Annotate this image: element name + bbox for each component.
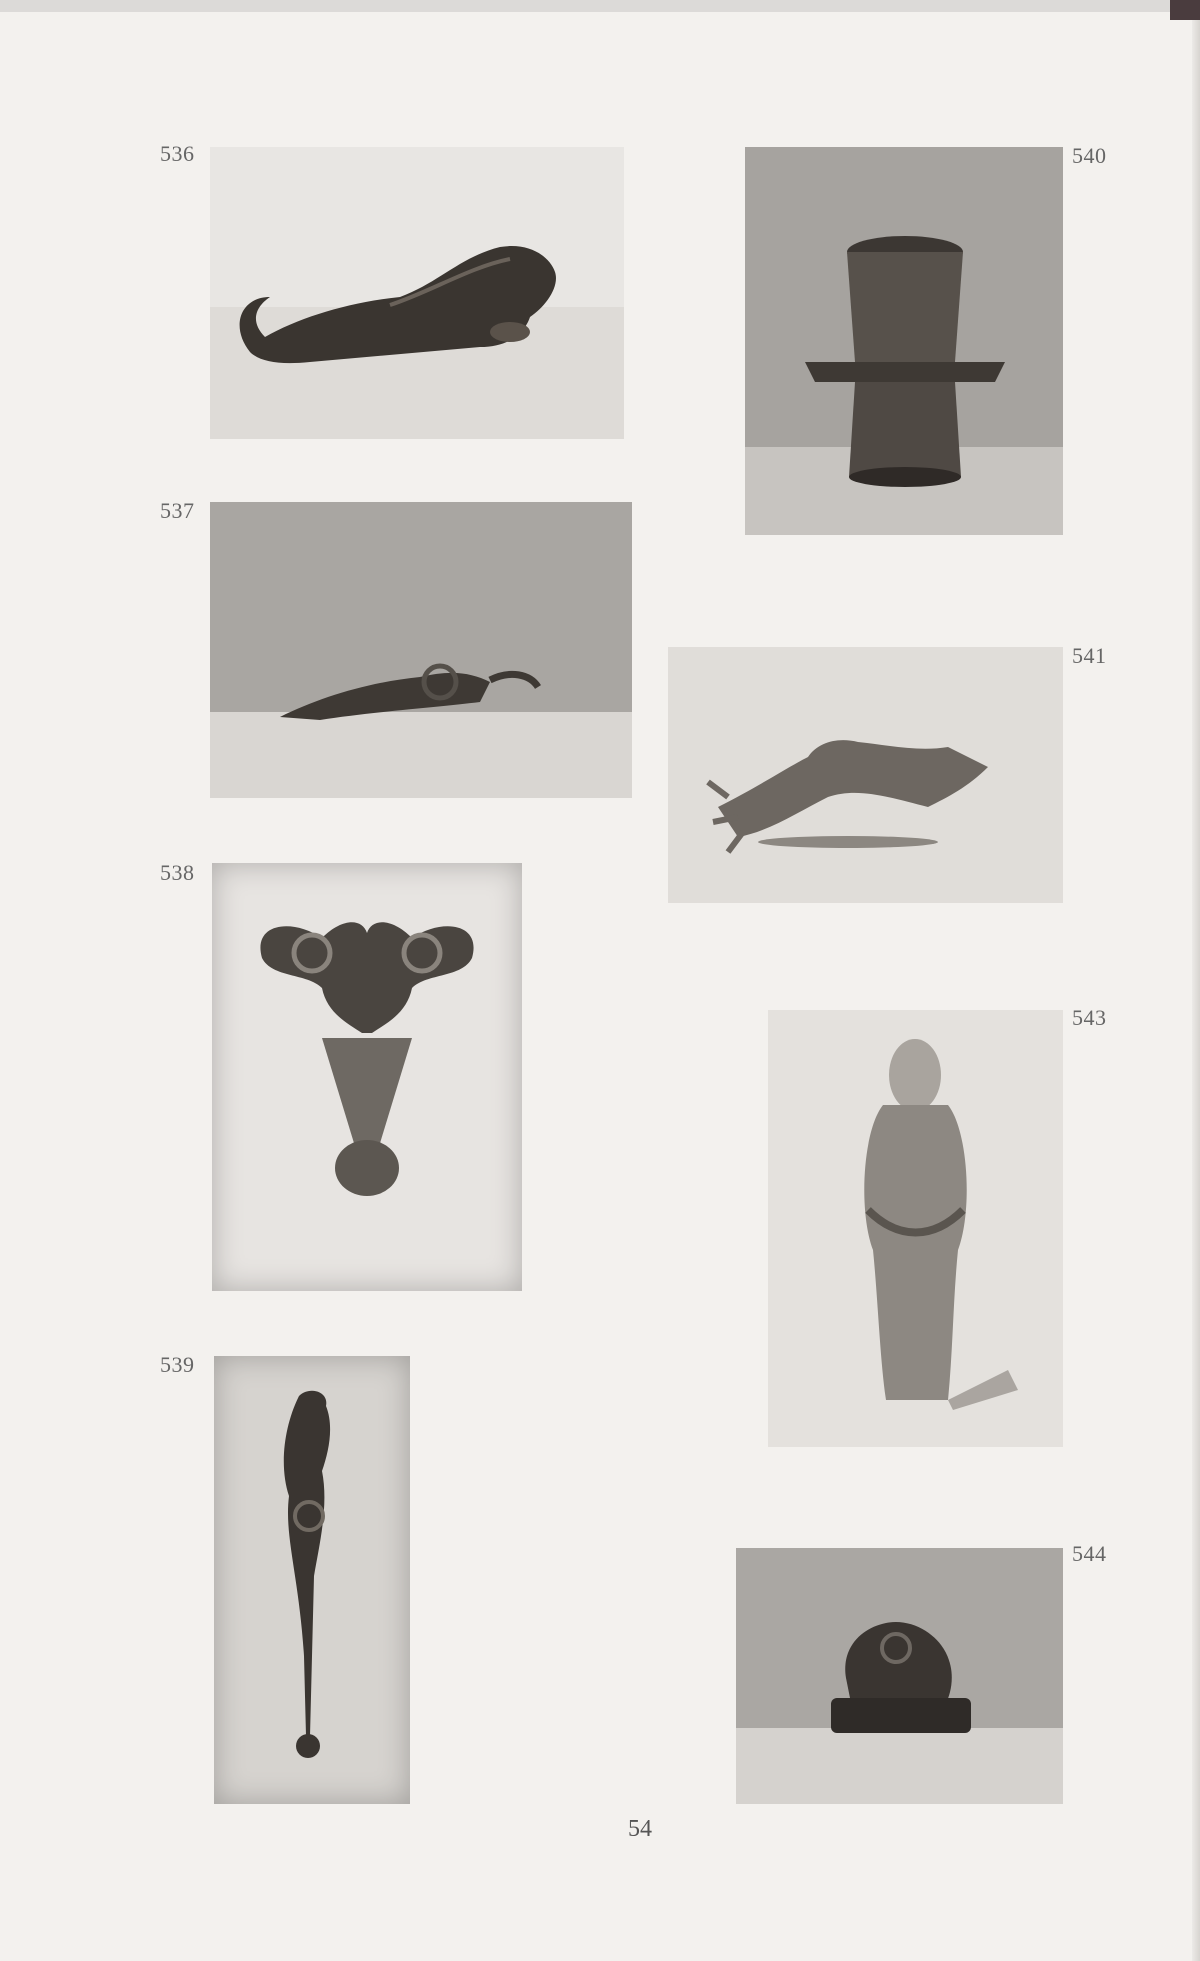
lot-number-536: 536	[160, 141, 195, 166]
plate-539-hook	[214, 1356, 410, 1804]
plate-543-figure	[768, 1010, 1063, 1447]
lot-number-539: 539	[160, 1352, 195, 1377]
page-fore-edge	[1192, 20, 1200, 1961]
binding-corner	[1170, 0, 1200, 20]
feline-image	[210, 147, 624, 439]
lot-number-537: 537	[160, 498, 195, 523]
dragon-hook-image	[210, 502, 632, 798]
standing-figure-image	[768, 1010, 1063, 1447]
lot-number-541: 541	[1072, 643, 1107, 668]
page-number: 54	[628, 1816, 652, 1842]
plate-538-ornament	[212, 863, 522, 1291]
page-top-edge	[0, 0, 1200, 12]
plate-541-fitting	[668, 647, 1063, 903]
lot-number-544: 544	[1072, 1541, 1107, 1566]
lot-number-538: 538	[160, 860, 195, 885]
plate-536-feline	[210, 147, 624, 439]
lot-number-543: 543	[1072, 1005, 1107, 1030]
plate-544-seal	[736, 1548, 1063, 1804]
plate-540-vessel	[745, 147, 1063, 535]
lot-number-540: 540	[1072, 143, 1107, 168]
vessel-image	[745, 147, 1063, 535]
plate-537-hook	[210, 502, 632, 798]
long-hook-image	[214, 1356, 410, 1804]
ram-ornament-image	[212, 863, 522, 1291]
branch-fitting-image	[668, 647, 1063, 903]
seal-image	[736, 1548, 1063, 1804]
